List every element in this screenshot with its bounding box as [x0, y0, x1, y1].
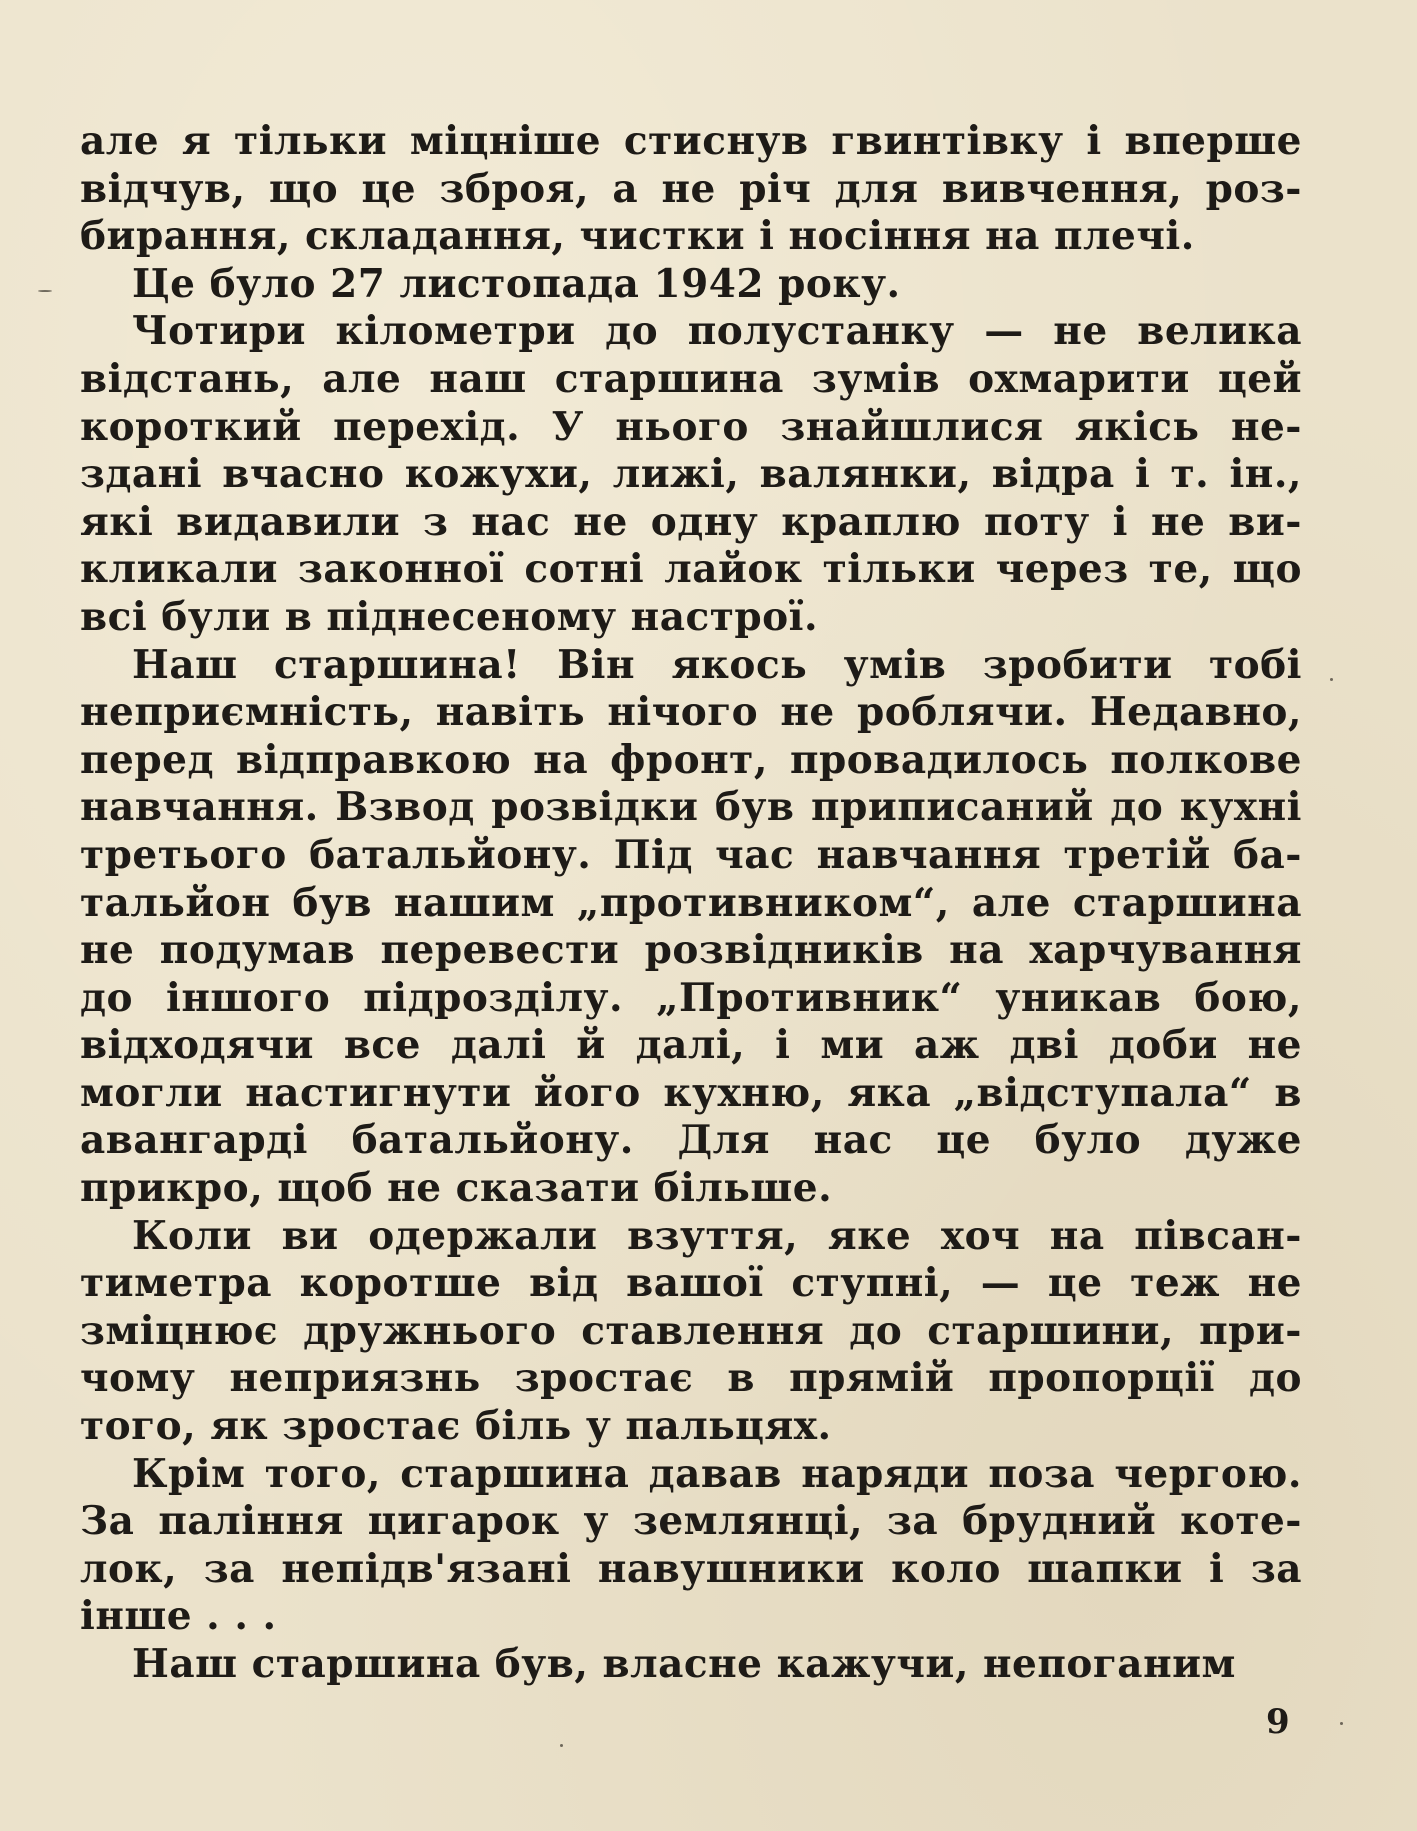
text-line: За паління цигарок у землянці, за брудний коте-	[80, 1498, 1302, 1545]
text-line: третього батальйону. Під час навчання третій ба-	[80, 831, 1302, 878]
text-line: які видавили з нас не одну краплю поту і не ви-	[80, 498, 1302, 545]
text-line: чому неприязнь зростає в прямій пропорції до	[80, 1355, 1302, 1402]
text-line: але я тільки міцніше стиснув гвинтівку і вперше	[80, 118, 1302, 164]
paragraph	[80, 1213, 1302, 1451]
text-line: Крім того, старшина давав наряди поза чергою.	[132, 1450, 1302, 1497]
text-line: не подумав перевести розвідників на харчування	[80, 927, 1302, 974]
print-speck	[1340, 1722, 1343, 1725]
paragraph	[80, 118, 1302, 261]
text-line: до іншого підрозділу. „Противник“ уникав бою,	[80, 974, 1302, 1021]
page-number: 9	[1266, 1702, 1290, 1742]
text-line: відходячи все далі й далі, і ми аж дві доби не	[80, 1022, 1302, 1069]
print-speck	[1330, 678, 1333, 681]
paragraph	[80, 1451, 1302, 1641]
text-line: Це було 27 листопада 1942 року.	[132, 260, 901, 307]
text-line: неприємність, навіть нічого не роблячи. Недавно,	[80, 689, 1302, 736]
paragraph	[80, 1641, 1302, 1689]
text-line: відстань, але наш старшина зумів охмарити цей	[80, 355, 1302, 402]
text-line: того, як зростає біль у пальцях.	[80, 1403, 832, 1450]
text-line: навчання. Взвод розвідки був приписаний до кухні	[80, 784, 1302, 831]
text-line: здані вчасно кожухи, лижі, валянки, відра і т. ін.,	[80, 451, 1302, 498]
text-line: бирання, складання, чистки і носіння на плечі.	[80, 213, 1195, 260]
text-line: відчув, що це зброя, а не річ для вивчення, роз-	[80, 165, 1302, 212]
text-line: тиметра коротше від вашої ступні, — це теж не	[80, 1260, 1302, 1307]
text-line: кликали законної сотні лайок тільки через те, що	[80, 546, 1302, 593]
text-line: лок, за непідв'язані навушники коло шапки і за	[80, 1545, 1302, 1592]
text-line: інше . . .	[80, 1593, 277, 1640]
text-line: прикро, щоб не сказати більше.	[80, 1165, 833, 1212]
paragraph	[80, 642, 1302, 1213]
text-line: зміцнює дружнього ставлення до старшини, при-	[80, 1307, 1302, 1354]
print-speck	[560, 1744, 563, 1747]
text-line: всі були в піднесеному настрої.	[80, 593, 819, 640]
text-line: перед відправкою на фронт, провадилось полкове	[80, 736, 1302, 783]
text-line: тальйон був нашим „противником“, але старшина	[80, 879, 1302, 926]
text-line: могли настигнути його кухню, яка „відступала“ в	[80, 1069, 1302, 1116]
print-speck	[38, 290, 52, 292]
paragraph	[80, 308, 1302, 641]
text-line: Наш старшина був, власне кажучи, непоганим	[132, 1641, 1236, 1687]
text-line: авангарді батальйону. Для нас це було дуже	[80, 1117, 1302, 1164]
paragraph	[80, 261, 1302, 309]
text-line: Чотири кілометри до полустанку — не велика	[132, 308, 1302, 355]
body-text	[80, 118, 1302, 1689]
text-line: Наш старшина! Він якось умів зробити тобі	[132, 641, 1302, 688]
text-line: Коли ви одержали взуття, яке хоч на півсан-	[132, 1212, 1302, 1259]
text-line: короткий перехід. У нього знайшлися якісь не-	[80, 403, 1302, 450]
